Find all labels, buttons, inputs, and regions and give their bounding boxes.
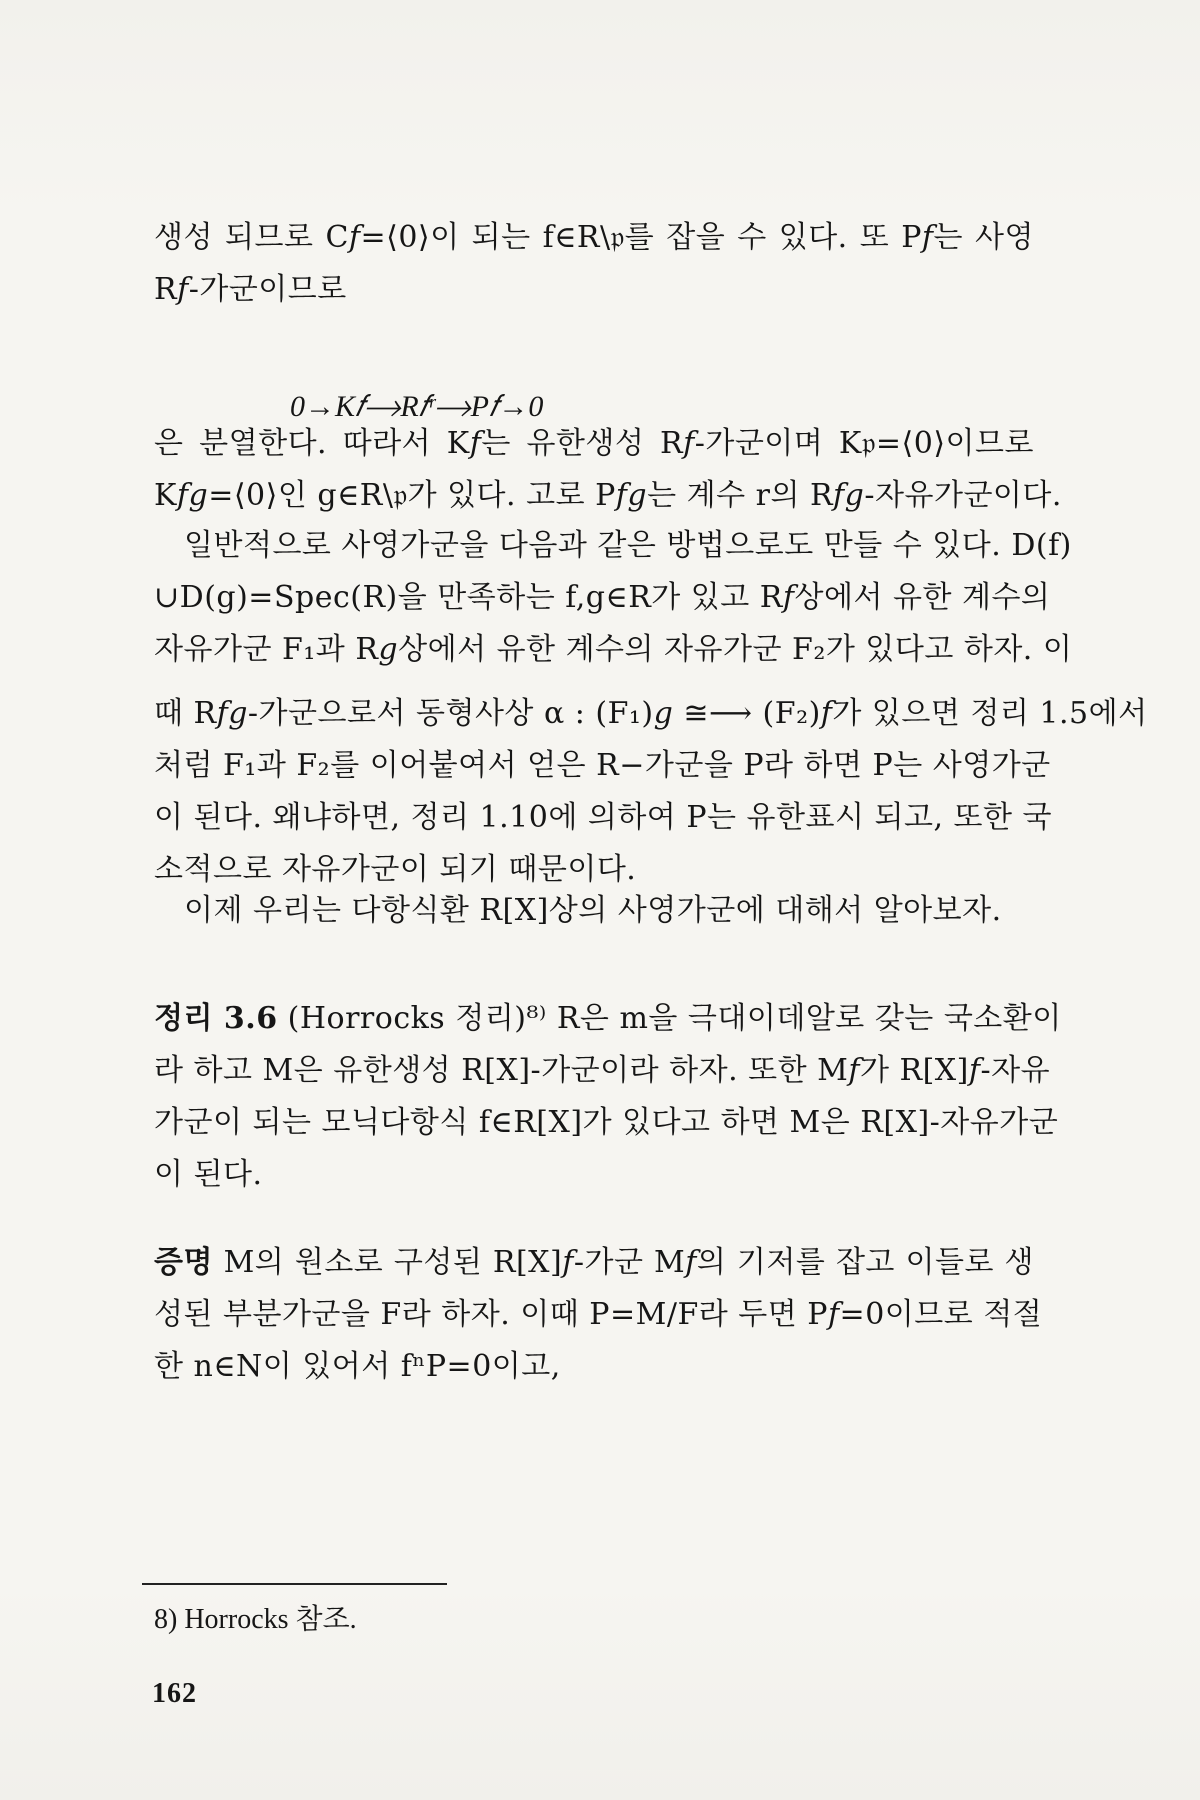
- text-line: 일반적으로 사영가군을 다음과 같은 방법으로도 만들 수 있다. D(f): [184, 528, 1072, 563]
- footnote: 8) Horrocks 참조.: [154, 1604, 357, 1635]
- theorem-line: 가군이 되는 모닉다항식 f∈R[X]가 있다고 하면 M은 R[X]-자유가군: [154, 1105, 1059, 1140]
- text-line: ∪D(g)=Spec(R)을 만족하는 f,g∈R가 있고 R𝑓상에서 유한 계수의: [154, 580, 1051, 615]
- proof-label: 증명: [154, 1245, 213, 1280]
- text-line: R𝑓-가군이므로: [154, 272, 347, 307]
- text-line: 자유가군 F₁과 R𝑔상에서 유한 계수의 자유가군 F₂가 있다고 하자. 이: [154, 632, 1073, 667]
- text-line: 이제 우리는 다항식환 R[X]상의 사영가군에 대해서 알아보자.: [184, 893, 1002, 928]
- exact-sequence-formula: 0→K𝑓⟶R𝑓ʳ⟶P𝑓→0: [290, 390, 544, 423]
- text-line: K𝑓𝑔=⟨0⟩인 g∈R\𝔭가 있다. 고로 P𝑓𝑔는 계수 r의 R𝑓𝑔-자유가군이다.: [154, 478, 1062, 513]
- theorem-line: 라 하고 M은 유한생성 R[X]-가군이라 하자. 또한 M𝑓가 R[X]𝑓-자유: [154, 1053, 1051, 1088]
- proof: [154, 1237, 1043, 1393]
- proof-line: 한 n∈N이 있어서 fⁿP=0이고,: [154, 1349, 561, 1384]
- paragraph-2: [154, 418, 1062, 522]
- paragraph-1: [154, 212, 1034, 316]
- theorem-line: (Horrocks 정리)⁸⁾ R은 m을 극대이데알로 갖는 국소환이: [287, 1001, 1062, 1036]
- text-line: 때 R𝑓𝑔-가군으로서 동형사상 α : (F₁)𝑔 ≅⟶ (F₂)𝑓가 있으면 정리 1.5에서: [154, 696, 1148, 731]
- text-line: 처럼 F₁과 F₂를 이어붙여서 얻은 R−가군을 P라 하면 P는 사영가군: [154, 748, 1051, 783]
- paragraph-4: [154, 885, 1034, 937]
- text-line: 생성 되므로 C𝑓=⟨0⟩이 되는 f∈R\𝔭를 잡을 수 있다. 또 P𝑓는 사영: [154, 220, 1034, 255]
- proof-line: M의 원소로 구성된 R[X]𝑓-가군 M𝑓의 기저를 잡고 이들로 생: [223, 1245, 1034, 1280]
- text-line: 이 된다. 왜냐하면, 정리 1.10에 의하여 P는 유한표시 되고, 또한 국: [154, 800, 1052, 835]
- text-line: 은 분열한다. 따라서 K𝑓는 유한생성 R𝑓-가군이며 K𝔭=⟨0⟩이므로: [154, 426, 1034, 461]
- theorem-line: 이 된다.: [154, 1157, 263, 1192]
- theorem-label: 정리 3.6: [154, 1001, 278, 1036]
- theorem-3-6: [154, 993, 1062, 1201]
- text-line: 소적으로 자유가군이 되기 때문이다.: [154, 852, 637, 887]
- page-number: 162: [152, 1678, 197, 1709]
- footnote-divider: [142, 1583, 447, 1585]
- paragraph-3: [154, 520, 1148, 896]
- proof-line: 성된 부분가군을 F라 하자. 이때 P=M/F라 두면 P𝑓=0이므로 적절: [154, 1297, 1043, 1332]
